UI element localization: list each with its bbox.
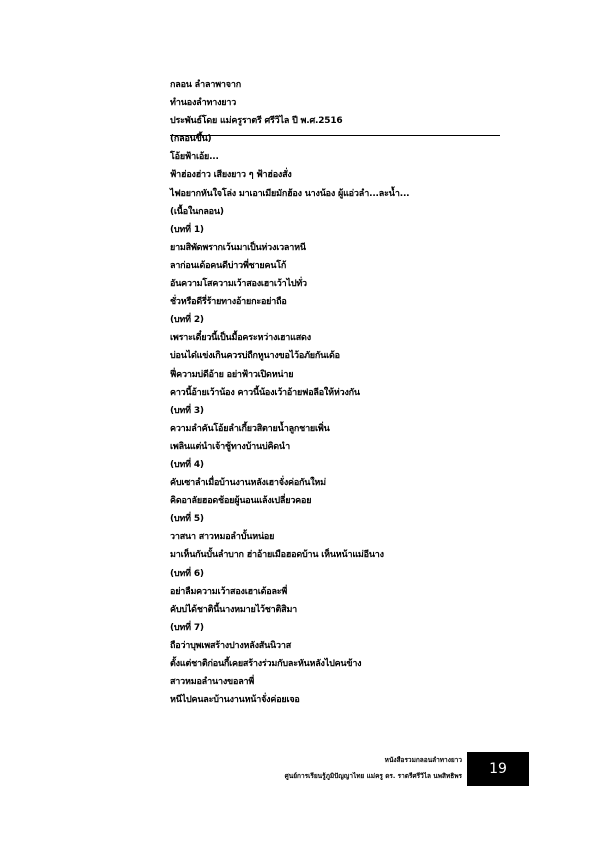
poem-line: (บทที่ 7): [170, 622, 204, 633]
poem-line: คับเซาลำเมื่อบ้านงานหลังเฮาจั่งค่อกันใหม่: [170, 478, 326, 489]
poem-line: ความลำคันโอ้ยลำเกี้ยวสิตายน้ำลูกชายเพิ่น: [170, 423, 330, 434]
poem-content: [170, 80, 510, 713]
poem-line: ชั่วหรือดีรี่ร้ายทางอ้ายกะอย่าถือ: [170, 297, 287, 308]
poem-line: ยามสิพัดพรากเว้นมาเป็นห่วงเวลาหนี: [170, 242, 306, 253]
poem-line: สาวหมอลำนางขอลาพี่: [170, 677, 255, 688]
poem-line: เพราะเดี๋ยวนี้เป็นมื้อคระหว่างเฮาแสดง: [170, 333, 311, 344]
poem-line: (บทที่ 1): [170, 224, 204, 235]
poem-line: อันความโสความเว้าสองเฮาเว้าไปทั่ว: [170, 279, 307, 290]
poem-melody: ทำนองลำทางยาว: [170, 98, 237, 109]
poem-title: กลอน ลำลาพาจาก: [170, 80, 241, 90]
poem-line: เพลินแต่นำเจ้าชู้ทางบ้านบ่คิดนำ: [170, 441, 290, 452]
footer-center-name: ศูนย์การเรียนรู้ภูมิปัญญาไทย แม่ครู ดร. ราตรีศรีวิไล นพสิทธิพร: [284, 772, 462, 780]
poem-line: ตั้งแต่ชาติก่อนกี้เคยสร้างร่วมกับละหันหลังไปคนข้าง: [170, 659, 362, 669]
poem-line: (เนื้อในกลอน): [170, 206, 224, 217]
poem-line: มาเห็นกันบั้นลำบาก ฮ่าอ้ายเมือฮอดบ้าน เห็นหน้าแม่อีนาง: [170, 550, 384, 561]
poem-line: ไฟอยากหันใจโล่ง มาเอาเมียมักฮ้อง นางน้อง ผู้แอ่วลำ...ละน้ำ...: [170, 188, 410, 199]
poem-line: ฟ้าฮ่องฮ่าว เสียงยาว ๆ ฟ้าฮ่องสั่ง: [170, 170, 292, 181]
page-number: 19: [489, 761, 507, 777]
header-divider: [170, 135, 500, 136]
poem-body: [170, 134, 510, 713]
poem-line: โอ้ยฟ้าเอ้ย...: [170, 152, 219, 163]
poem-line: (บทที่ 2): [170, 315, 204, 326]
poem-line: คาวนี้อ้ายเว้าน้อง คาวนี้น้องเว้าอ้ายฟอลีอให้ห่วงกัน: [170, 387, 360, 398]
poem-line: หนีไปคนละบ้านงานหน้าจั่งค่อยเจอ: [170, 695, 300, 706]
poem-line: ฟี่ความบ่ดีอ้าย อย่าฟ้าวเปิดหน่าย: [170, 369, 294, 380]
poem-line: วาสนา สาวหมอลำบั้นหน่อย: [170, 532, 275, 543]
poem-line: (กลอนขึ้น): [170, 134, 212, 145]
poem-line: คิดอาลัยฮอดช้อยผู้นอนแล้งเปลี่ยวคอย: [170, 496, 312, 507]
poem-author: ประพันธ์โดย แม่ครูราตรี ศรีวิไล ปี พ.ศ.2516: [170, 116, 343, 127]
poem-line: คับบ่ได้ชาตินี้นางหมายไว้ชาติสิมา: [170, 604, 298, 615]
poem-line: (บทที่ 6): [170, 568, 204, 579]
poem-line: (บทที่ 5): [170, 514, 204, 525]
poem-line: ลาก่อนเด้อคนดีบ่าวพี่ชายคนโก้: [170, 260, 287, 271]
poem-line: บ่อนได๋แข่งเกินควรบ่ถืกหูนางขอไว้อภัยกันเด้อ: [170, 351, 340, 362]
poem-line: ถือว่าบุพเพสร้างปางหลังสันนิวาส: [170, 640, 291, 651]
footer-book-title: หนังสือรวมกลอนลำทางยาว: [384, 756, 462, 764]
poem-line: อย่าลืมความเว้าสองเฮาเด้อละพี่: [170, 586, 288, 597]
page-number-box: [467, 752, 529, 786]
poem-line: (บทที่ 4): [170, 459, 204, 470]
poem-line: (บทที่ 3): [170, 405, 204, 416]
